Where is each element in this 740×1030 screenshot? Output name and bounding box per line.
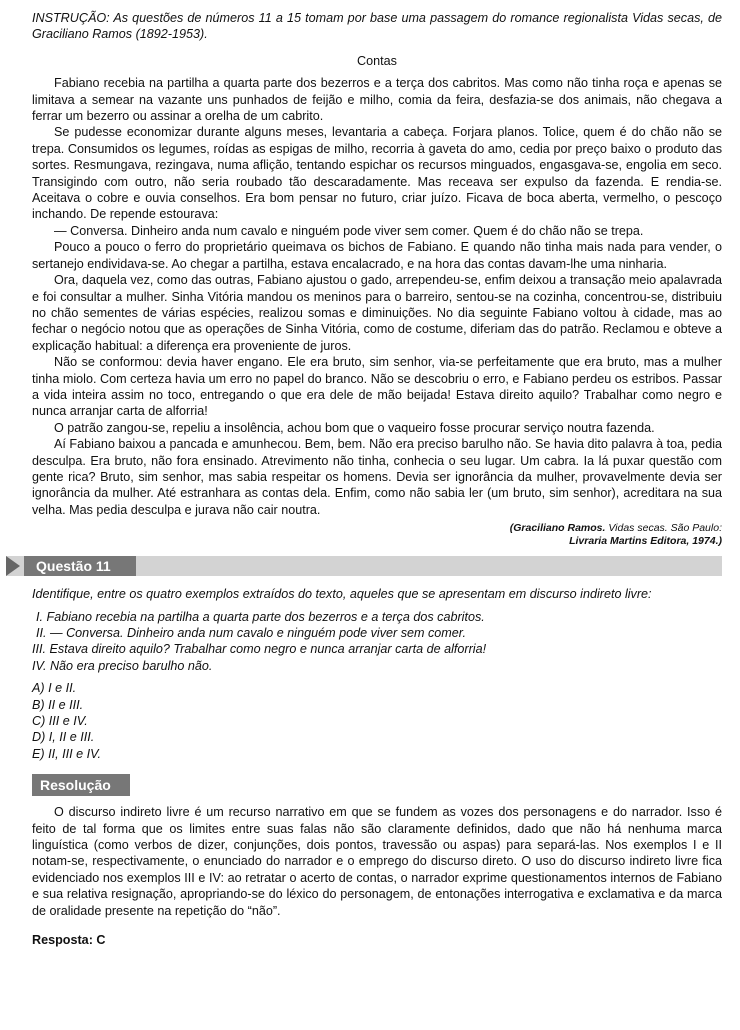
- option-e: E) II, III e IV.: [32, 746, 102, 761]
- passage-paragraph: Pouco a pouco o ferro do proprietário queimava os bichos de Fabiano. E quando não tinha mais nada para vender, o sertanejo endividava-se. Ao chegar a partilha, estava encalacrado, e na hora das contas davam-lhe uma ninharia.: [32, 240, 722, 271]
- option-a: A) I e II.: [32, 681, 77, 696]
- option-c: C) III e IV.: [32, 714, 88, 729]
- citation-author: (Graciliano Ramos.: [509, 522, 606, 535]
- passage-paragraph: Aí Fabiano baixou a pancada e amunhecou. Bem, bem. Não era preciso barulho não. Se havia dito palavra à toa, pedia desculpa. Era bruto, não fora ensinado. Atrevimento não tinha, conhecia o seu lugar. Um cabra. Ia lá puxar questão com gente rica? Bruto, sim senhor, mas sabia respeitar os homens. Devia ser ignorância da mulher, provavelmente devia ser ignorância da mulher. Até estranhara as contas dela. Enfim, como não sabia ler (um bruto, sim senhor), acreditara na sua velha. Mas pedia desculpa e jurava não cair noutra.: [32, 437, 722, 517]
- passage-paragraph: Não se conformou: devia haver engano. Ele era bruto, sim senhor, via-se perfeitamente que era bruto, mas a mulher tinha miolo. Com certeza havia um erro no papel do branco. Não se descobriu o erro, e Fabiano perdeu os estribos. Passar a vida inteira assim no toco, entregando o que era dele de mão beijada! Estava direito aquilo? Trabalhar como negro e nunca arranjar carta de alforria!: [32, 355, 722, 419]
- answer-line: Resposta: C: [32, 932, 106, 947]
- resolution-text: O discurso indireto livre é um recurso narrativo em que se fundem as vozes dos personagens e do narrador. Isso é feito de tal forma que os limites entre suas falas não são claramente definidos, dado que não há nenhuma marca linguística (como verbos de dizer, conjunções, dois pontos, travessão ou aspas) para separá-las. Nos exemplos I e II notam-se, respectivamente, o enunciado do narrador e o emprego do discurso direto. O uso do discurso indireto livre fica evidenciado nos exemplos III e IV: ao retratar o acerto de contas, o narrador exprime questionamentos internos de Fabiano e sua relativa resignação, apropriando-se do léxico do personagem, de entonações interrogativa e exclamativa e da marca de oralidade presente na repetição do “não”.: [32, 805, 722, 918]
- citation-publisher: Livraria Martins Editora, 1974.): [569, 535, 722, 548]
- passage-paragraph: Ora, daquela vez, como das outras, Fabiano ajustou o gado, arrependeu-se, enfim deixou a transação meio apalavrada e foi consultar a mulher. Sinha Vitória mandou os meninos para o barreiro, sentou-se na cozinha, concentrou-se, distribuiu no chão sementes de várias espécies, realizou somas e diminuições. No dia seguinte Fabiano voltou à cidade, mas ao fechar o negócio notou que as operações de Sinha Vitória, como de costume, diferiam das do patrão. Reclamou e obteve a explicação habitual: a diferença era proveniente de juros.: [32, 273, 722, 353]
- instruction: INSTRUÇÃO: As questões de números 11 a 15 tomam por base uma passagem do romance regionalista Vidas secas, de Graciliano Ramos (1892-1953).: [32, 11, 722, 42]
- question-prompt: Identifique, entre os quatro exemplos extraídos do texto, aqueles que se apresentam em discurso indireto livre:: [32, 587, 652, 602]
- answer-options: [32, 680, 722, 762]
- question-item: III. Estava direito aquilo? Trabalhar como negro e nunca arranjar carta de alforria!: [32, 642, 487, 657]
- resolution-header-bar: [32, 774, 722, 796]
- exam-page: [32, 10, 722, 948]
- passage-paragraph: Fabiano recebia na partilha a quarta parte dos bezerros e a terça dos cabritos. Mas como não tinha roça e apenas se limitava a semear na vazante uns punhados de feijão e milho, comia da feira, desfazia-se dos animais, não chegava a ferrar um bezerro ou assinar a orelha de um cabrito.: [32, 76, 722, 124]
- play-arrow-icon: [6, 556, 20, 576]
- option-d: D) I, II e III.: [32, 730, 95, 745]
- resolution-label: Resolução: [32, 774, 130, 796]
- question-item: I. Fabiano recebia na partilha a quarta parte dos bezerros e a terça dos cabritos.: [36, 609, 485, 624]
- question-items: [32, 609, 722, 675]
- passage: [32, 75, 722, 518]
- passage-paragraph: — Conversa. Dinheiro anda num cavalo e ninguém pode viver sem comer. Quem é do chão não se trepa.: [54, 223, 644, 238]
- citation-book: Vidas secas. São Paulo:: [608, 522, 722, 535]
- passage-paragraph: Se pudesse economizar durante alguns meses, levantaria a cabeça. Forjara planos. Tolice, quem é do chão não se trepa. Consumidos os legumes, roídas as espigas de milho, recorria à gaveta do amo, cedia por preço baixo o produto das sortes. Resmungava, rezingava, numa aflição, tentando espichar os recursos minguados, engasgava-se, engolia em seco. Transigindo com outro, não seria roubado tão descaradamente. Mas receava ser expulso da fazenda. E rendia-se. Aceitava o cobre e ouvia conselhos. Era bom pensar no futuro, criar juízo. Ficava de boca aberta, vermelho, o pescoço inchando. De repende estourava:: [32, 125, 722, 222]
- question-item: IV. Não era preciso barulho não.: [32, 658, 213, 673]
- passage-paragraph: O patrão zangou-se, repeliu a insolência, achou bom que o vaqueiro fosse procurar serviço noutra fazenda.: [54, 420, 655, 435]
- question-label: Questão 11: [24, 556, 136, 576]
- question-item: II. — Conversa. Dinheiro anda num cavalo e ninguém pode viver sem comer.: [36, 626, 467, 640]
- citation: [32, 522, 722, 548]
- option-b: B) II e III.: [32, 697, 84, 712]
- passage-title: Contas: [357, 53, 397, 68]
- question-header-bar: [6, 556, 722, 576]
